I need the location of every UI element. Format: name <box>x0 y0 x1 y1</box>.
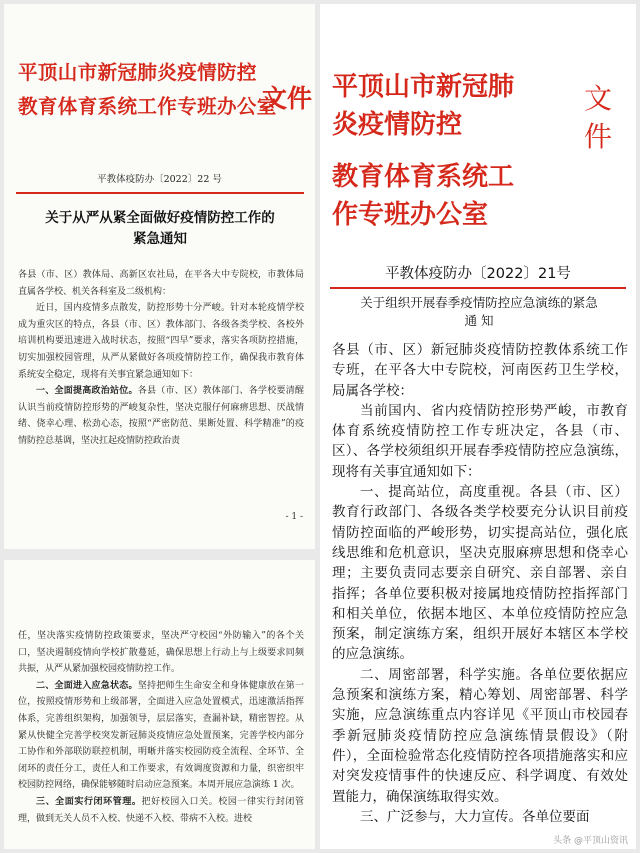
right-doc-title <box>334 294 624 330</box>
left-doc-wenjian: 文件 <box>262 84 313 113</box>
left-doc-title <box>24 208 296 250</box>
watermark: 头条 @平顶山资讯 <box>551 833 630 846</box>
left-document-page-1 <box>4 4 315 549</box>
left-doc-p2-section3-heading: 三、全面实行闭环管理。 <box>36 796 142 807</box>
left-doc-p2-section2-heading: 二、全面进入应急状态。 <box>36 680 138 691</box>
right-doc-section1: 一、提高站位，高度重视。各县（市、区）教育行政部门、各级各类学校要充分认识目前疫情防控面临的严峻形势，切实提高站位，强化底线思维和危机意识，坚决克服麻痹思想和侥幸心理；主要负责同志要亲自研究、亲自部署、亲自指挥；各单位要积极对接属地疫情防控指挥部门和相关单位，依据本地区、本单位疫情防控应急预案，制定演练方案，组织开展好本辖区本学校的应急演练。 <box>332 484 628 663</box>
left-doc-section1 <box>18 383 304 449</box>
right-doc-header <box>332 68 567 234</box>
right-doc-title-line1: 关于组织开展春季疫情防控应急演练的紧急 <box>360 295 598 310</box>
right-doc-org-line1: 平顶山市新冠肺 <box>332 72 515 102</box>
right-document <box>320 4 636 849</box>
left-doc-salutation: 各县（市、区）教体局、高新区农社局，在平各大中专院校，市教体局直属各学校、机关各科室及二级机构： <box>18 270 304 297</box>
right-doc-salutation: 各县（市、区）新冠肺炎疫情防控教体系统工作专班，在平各大中专院校，河南医药卫生学校，局属各学校： <box>332 342 628 399</box>
left-doc-org-line1: 平顶山市新冠肺炎疫情防控 <box>18 61 257 84</box>
left-doc-p2-section3-text: 把好校园入口关。校园一律实行封闭管理，做到无关人员不入校、快递不入校、带病不入校。进校 <box>18 796 304 824</box>
right-doc-org-line2: 炎疫情防控 <box>332 110 463 140</box>
right-doc-wenjian: 文件 <box>583 82 612 153</box>
right-doc-header-gap <box>332 144 567 158</box>
right-doc-title-line2: 通 知 <box>464 313 494 328</box>
left-doc-title-line2: 紧急通知 <box>133 231 187 247</box>
right-doc-red-rule <box>330 287 626 289</box>
right-doc-section2: 二、周密部署，科学实施。各单位要依据应急预案和演练方案，精心筹划、周密部署、科学实施，应急演练重点内容详见《平顶山市校园春季新冠肺炎疫情防控应急演练情景假设》（附件），全面检验常态化疫情防控各项措施落实和应对突发疫情事件的快速反应、科学调度、有效处置能力，确保演练取得实效。 <box>332 666 628 805</box>
right-doc-para1: 当前国内、省内疫情防控形势严峻，市教育体育系统疫情防控工作专班决定，各县（市、区）、各学校须组织开展春季疫情防控应急演练，现将有关事宜通知如下： <box>332 402 628 480</box>
left-doc-p2-section2-text: 坚持把师生生命安全和身体健康放在第一位，按照疫情形势和上级部署，全面进入应急处置模式，迅速激活指挥体系，完善组织架构，加强领导，层层落实，查漏补缺，精密智控。从紧从快健全完善学校突发新冠肺炎疫情应急处置预案，完善学校内部分工协作和外部联防联控机制，明晰并落实校园防疫全流程、全环节、全闭环的责任分工，责任人和工作要求，有效调度资源和力量，织密织牢校园防控网络，确保能够随时启动应急预案。本周开展应急演练 1 次。 <box>18 680 304 791</box>
left-doc-org-line2: 教育体育系统工作专班办公室 <box>18 95 277 118</box>
left-doc-p2-body <box>18 628 304 827</box>
right-doc-section3: 三、广泛参与，大力宣传。各单位要面 <box>360 808 590 825</box>
right-doc-org-line4: 作专班办公室 <box>332 200 489 230</box>
left-document-page-2 <box>4 560 315 849</box>
left-doc-body <box>18 267 304 450</box>
right-doc-org-line3: 教育体育系统工 <box>332 162 515 192</box>
left-doc-p2-continuation: 任，坚决落实疫情防控政策要求，坚决严守校园“外防输入”的各个关口，坚决遏制疫情向学校扩散蔓延，确保思想上行动上与上级要求同频共振，从严从紧加强校园疫情防控工作。 <box>18 631 304 675</box>
left-doc-section1-heading: 一、全面提高政治站位。 <box>36 386 138 397</box>
left-doc-section1-text: 各县（市、区）教体部门、各学校要清醒认识当前疫情防控形势的严峻复杂性，坚决克服仔何麻痹思想、厌战情绪、侥幸心理、松劲心态，按照“严密防范、果断处置、科学精准”的疫情防控总基调，坚决扛起疫情防控政治责 <box>18 386 304 446</box>
left-doc-number: 平教体疫防办〔2022〕22 号 <box>97 174 222 185</box>
right-doc-number: 平教体疫防办〔2022〕21号 <box>385 266 571 282</box>
left-doc-red-rule <box>16 192 304 194</box>
right-doc-body <box>332 340 628 827</box>
left-doc-p2-section2 <box>18 678 304 794</box>
left-doc-p2-section3 <box>18 794 304 827</box>
left-doc-para1: 近日，国内疫情多点散发，防控形势十分严峻。针对本轮疫情学校成为重灾区的特点，各县（市、区）教体部门、各级各类学校、各校外培训机构要迅速进入战时状态，按照“四早”要求，落实各项防控措施，切实加强校园管理，从严从紧做好各项疫情防控工作，确保我市教育体系统安全稳定，现将有关事宜紧急通知如下： <box>18 303 304 380</box>
left-doc-title-line1: 关于从严从紧全面做好疫情防控工作的 <box>45 210 275 226</box>
left-doc-page-number: - 1 - <box>285 512 303 522</box>
